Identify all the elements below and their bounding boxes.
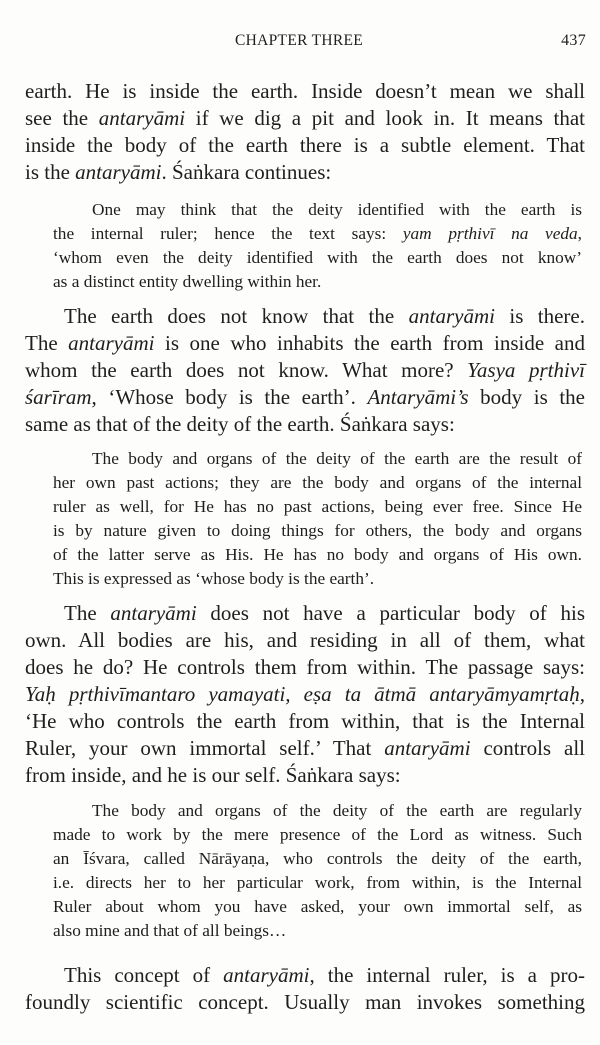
text-run: same as that of the deity of the earth. Śaṅkara says:	[25, 412, 455, 436]
text-run: . Śaṅkara continues:	[161, 160, 332, 184]
text-line	[25, 709, 585, 734]
text-run: ruler as well, for He has no past actions, being ever free. Since He	[53, 497, 582, 516]
italic-run: antaryāmi	[384, 736, 471, 760]
quote-line	[92, 801, 582, 821]
text-line	[64, 304, 585, 329]
text-run: the internal ruler; hence the text says:	[53, 224, 403, 243]
running-header	[0, 32, 600, 54]
quote-line	[53, 272, 582, 292]
italic-run: antaryāmi	[75, 160, 162, 184]
quote-line	[53, 521, 582, 541]
quote-line	[53, 873, 582, 893]
text-run: does he do? He controls them from within. The passage says:	[25, 655, 585, 679]
italic-run: Antaryāmi’s	[367, 385, 469, 409]
text-line	[25, 331, 585, 356]
text-run: body is the	[468, 385, 585, 409]
text-run: controls all	[470, 736, 585, 760]
text-run: This concept of	[64, 963, 224, 987]
italic-run: antaryāmi	[98, 106, 186, 130]
text-run: inside the body of the earth there is a subtle element. That	[25, 133, 585, 157]
quote-line	[53, 248, 582, 268]
text-run: if we dig a pit and look in. It means that	[185, 106, 585, 130]
quote-line	[53, 825, 582, 845]
text-run: see the	[25, 106, 99, 130]
text-line	[25, 736, 585, 761]
text-run: The	[64, 601, 111, 625]
text-run: her own past actions; they are the body and organs of the internal	[53, 473, 582, 492]
text-run: as a distinct entity dwelling within her.	[53, 272, 322, 291]
text-line	[25, 763, 585, 788]
text-run: is by nature given to doing things for others, the body and organs	[53, 521, 582, 540]
text-run: The body and organs of the deity of the earth are the result of	[92, 449, 582, 468]
text-run: This is expressed as ‘whose body is the earth’.	[53, 569, 375, 588]
italic-run: śarīram	[25, 385, 92, 409]
quote-line	[53, 921, 582, 941]
text-run: Ruler about whom you have asked, your own immortal self, as	[53, 897, 582, 916]
text-line	[64, 601, 585, 626]
text-line	[25, 79, 585, 104]
page-number: 437	[561, 32, 586, 49]
text-run: does not have a particular body of his	[196, 601, 585, 625]
italic-run: antaryāmi	[68, 331, 155, 355]
text-line	[25, 358, 585, 383]
text-line	[25, 133, 585, 158]
text-run: from inside, and he is our self. Śaṅkara says:	[25, 763, 401, 787]
text-run: foundly scientific concept. Usually man invokes something	[25, 990, 585, 1014]
quote-line	[53, 569, 582, 589]
italic-run: yam pṛthivī na veda	[402, 224, 578, 243]
text-run: , the internal ruler, is a pro-	[309, 963, 585, 987]
text-line	[25, 385, 585, 410]
text-line	[25, 106, 585, 131]
quote-line	[53, 224, 582, 244]
text-run: own. All bodies are his, and residing in all of them, what	[25, 628, 585, 652]
text-line	[25, 412, 585, 437]
italic-run: Yaḥ pṛthivīmantaro yamayati, eṣa ta ātmā antaryāmyamṛtaḥ,	[25, 682, 585, 706]
text-run: is one who inhabits the earth from inside and	[154, 331, 586, 355]
text-run: ‘He who controls the earth from within, that is the Internal	[25, 709, 585, 733]
text-run: also mine and that of all beings…	[53, 921, 287, 940]
text-run: is the	[25, 160, 76, 184]
quote-line	[53, 497, 582, 517]
italic-run: Yasya pṛthivī	[467, 358, 585, 382]
quote-line	[53, 473, 582, 493]
text-line	[25, 160, 585, 185]
text-run: of the latter serve as His. He has no body and organs of His own.	[53, 545, 582, 564]
text-line	[25, 628, 585, 653]
quote-line	[92, 200, 582, 220]
text-run: is there.	[494, 304, 585, 328]
text-run: , ‘Whose body is the earth’.	[91, 385, 368, 409]
text-run: earth. He is inside the earth. Inside doesn’t mean we shall	[25, 79, 585, 103]
text-run: whom the earth does not know. What more?	[25, 358, 468, 382]
quote-line	[53, 849, 582, 869]
text-run: made to work by the mere presence of the Lord as witness. Such	[53, 825, 582, 844]
chapter-title: CHAPTER THREE	[235, 32, 364, 49]
quote-line	[92, 449, 582, 469]
text-run: The body and organs of the deity of the earth are regularly	[92, 801, 582, 820]
text-run: i.e. directs her to her particular work, from within, is the Internal	[53, 873, 582, 892]
text-run: The earth does not know that the	[64, 304, 409, 328]
text-run: The	[25, 331, 69, 355]
quote-line	[53, 545, 582, 565]
text-line	[25, 990, 585, 1015]
italic-run: antaryāmi	[408, 304, 495, 328]
text-run: One may think that the deity identified with the earth is	[92, 200, 582, 219]
text-run: ‘whom even the deity identified with the earth does not know’	[53, 248, 582, 267]
text-run: an Īśvara, called Nārāyaṇa, who controls the deity of the earth,	[53, 849, 582, 868]
text-line	[64, 963, 585, 988]
italic-run: antaryāmi	[223, 963, 310, 987]
text-run: Ruler, your own immortal self.’ That	[25, 736, 385, 760]
text-run: ,	[577, 224, 582, 243]
text-line	[25, 682, 585, 707]
text-line	[25, 655, 585, 680]
quote-line	[53, 897, 582, 917]
italic-run: antaryāmi	[110, 601, 197, 625]
